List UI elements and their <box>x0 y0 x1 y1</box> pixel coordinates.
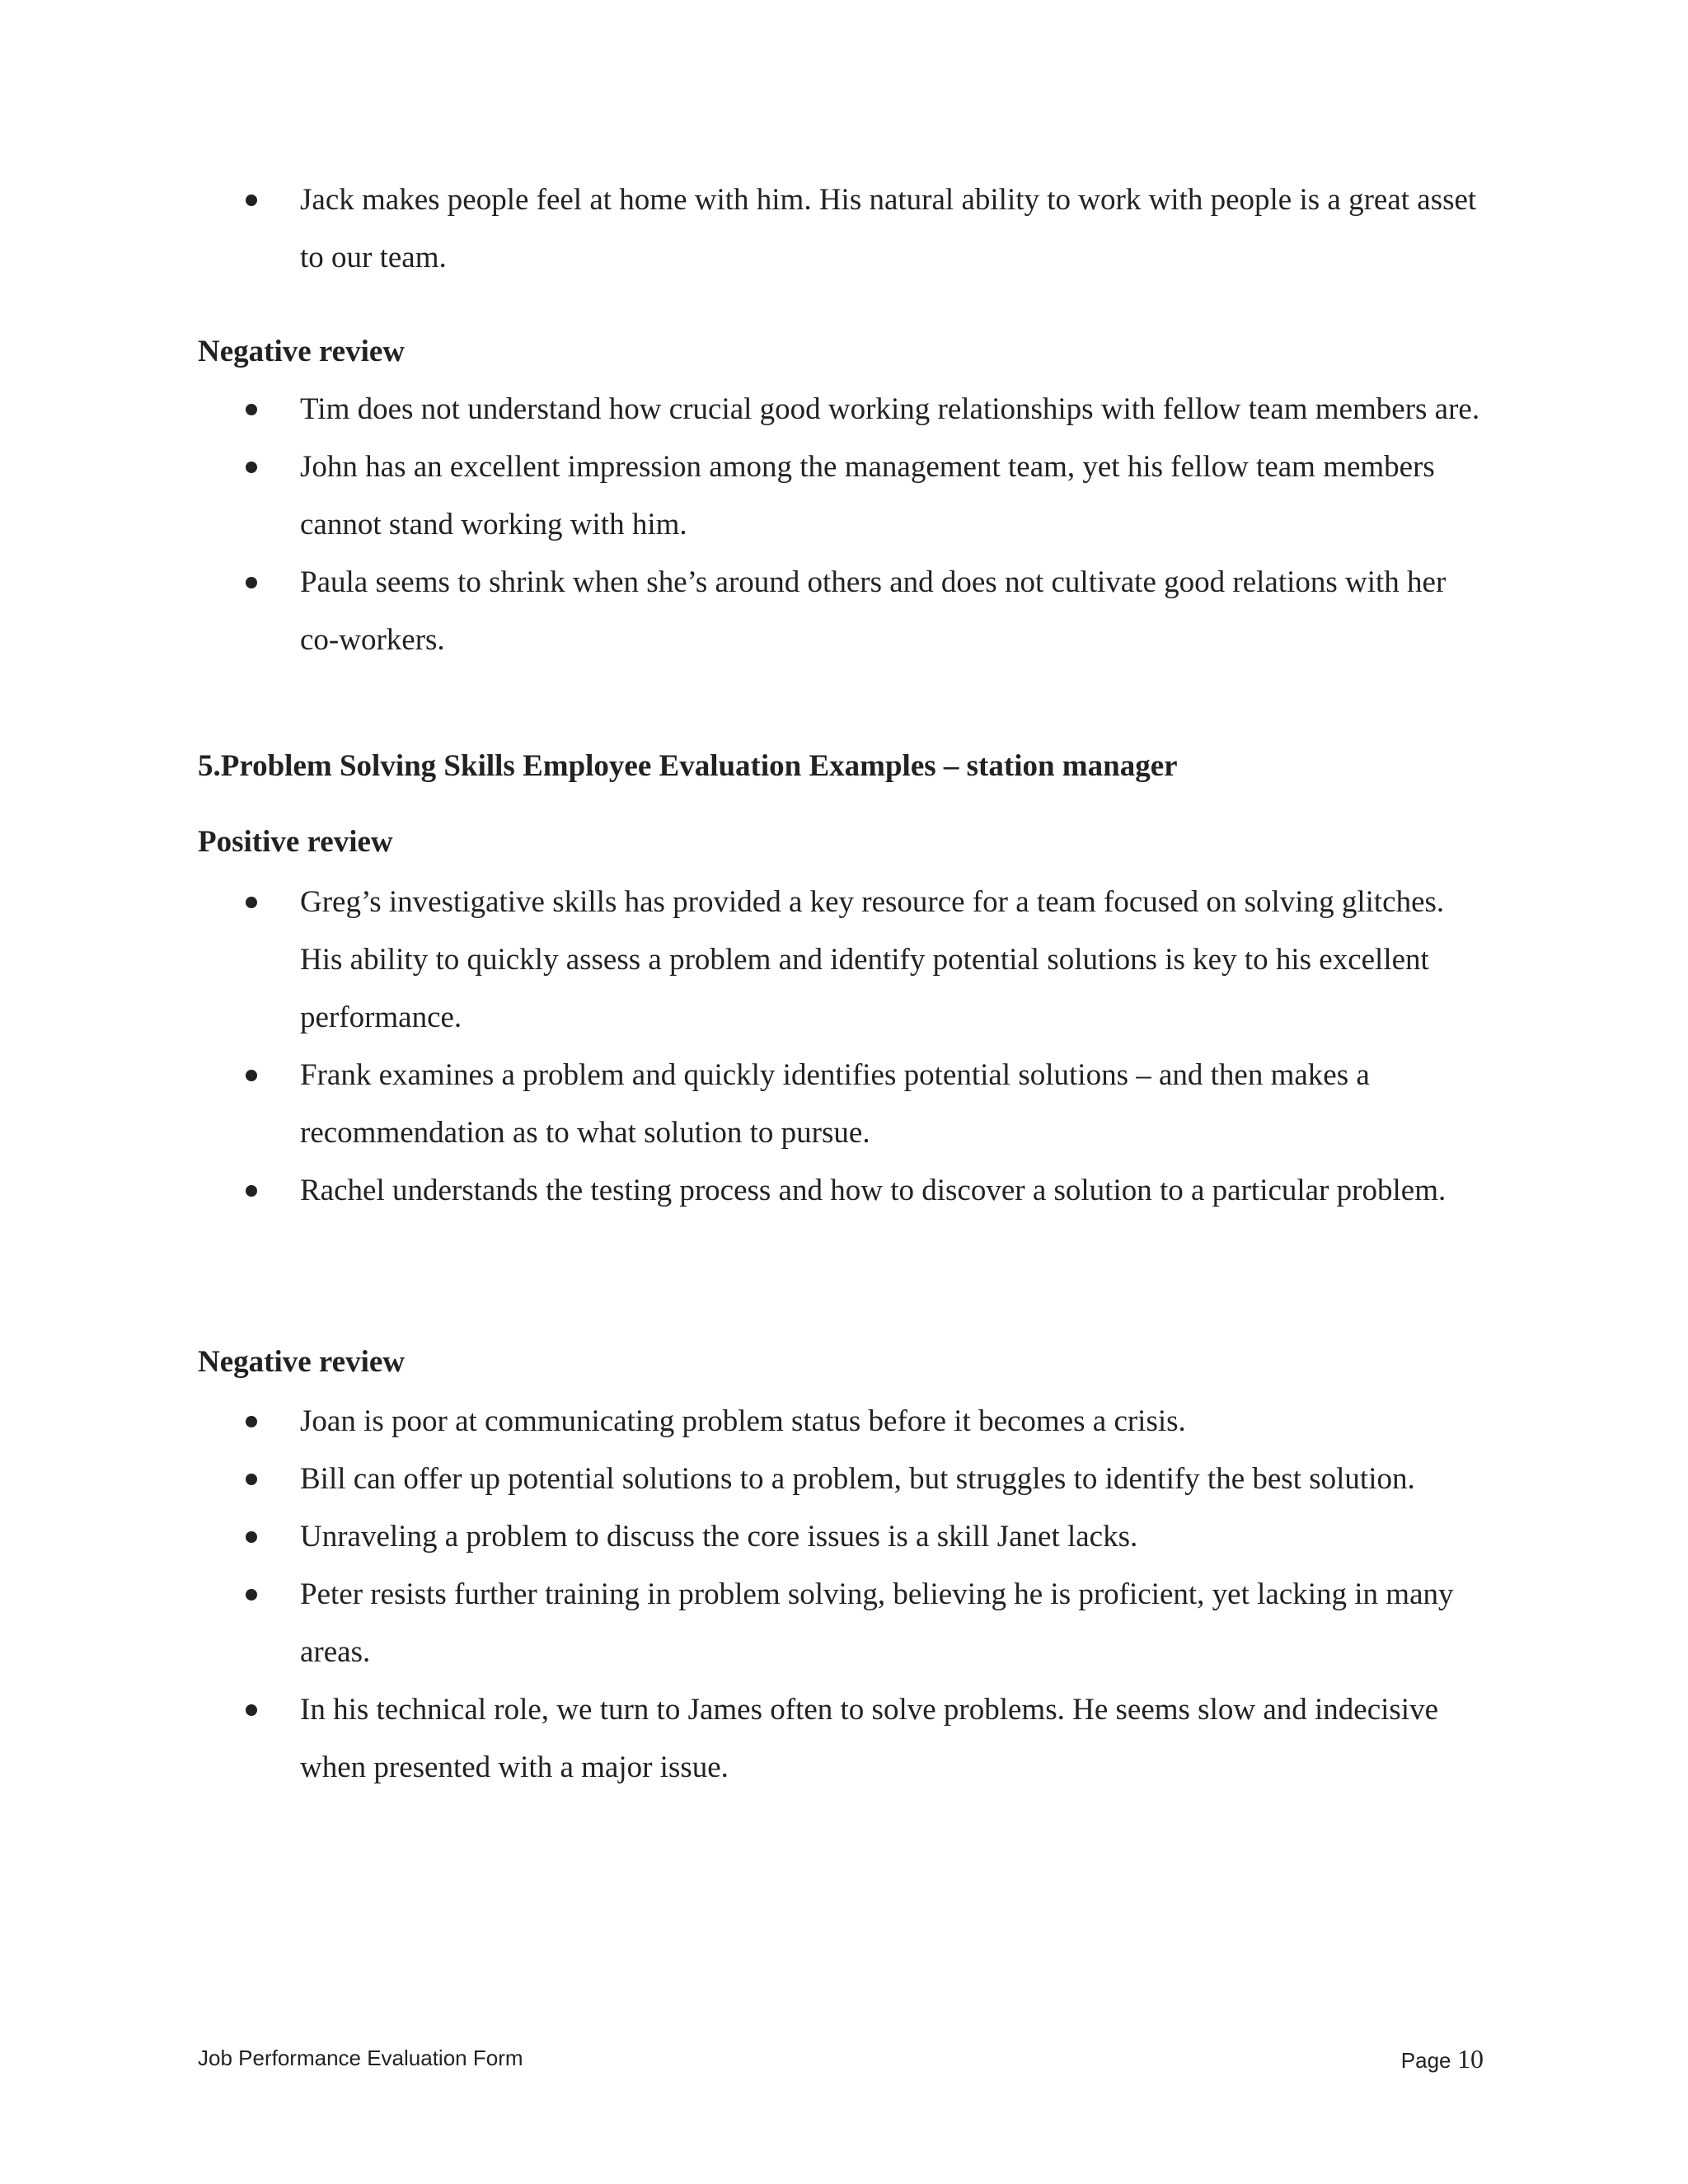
list-item-text: In his technical role, we turn to James often to solve problems. He seems slow and indecisive when presented with a major issue. <box>300 1693 1438 1784</box>
list-item-text: Jack makes people feel at home with him. His natural ability to work with people is a great asset to our team. <box>300 183 1477 274</box>
bullet-dot-icon <box>246 1531 257 1543</box>
bullet-dot-icon <box>246 462 257 473</box>
footer-title: Job Performance Evaluation Form <box>198 2046 523 2070</box>
page-number-value: 10 <box>1457 2044 1484 2074</box>
bullet-dot-icon <box>246 194 257 206</box>
list-item <box>246 554 1482 669</box>
bullet-dot-icon <box>246 1704 257 1716</box>
list-item-text: Peter resists further training in problem solving, believing he is proficient, yet lacking in many areas. <box>300 1577 1454 1669</box>
bullet-dot-icon <box>246 1070 257 1081</box>
section-title: 5.Problem Solving Skills Employee Evaluation Examples – station manager <box>198 749 1178 783</box>
list-item-text: Paula seems to shrink when she’s around others and does not cultivate good relations with her co-workers. <box>300 565 1447 657</box>
list-item-text: John has an excellent impression among the management team, yet his fellow team members cannot stand working with him. <box>300 450 1435 541</box>
negative-review-heading: Negative review <box>198 335 406 368</box>
list-item <box>246 1681 1482 1797</box>
list-item <box>246 438 1482 554</box>
list-item <box>246 1508 1482 1566</box>
bullet-dot-icon <box>246 1185 257 1197</box>
list-item <box>246 1047 1482 1162</box>
list-item-text: Bill can offer up potential solutions to a problem, but struggles to identify the best solution. <box>300 1462 1415 1496</box>
negative-review-list <box>246 1393 1482 1797</box>
bullet-dot-icon <box>246 897 257 908</box>
list-item <box>246 171 1482 287</box>
list-item-text: Tim does not understand how crucial good working relationships with fellow team members are. <box>300 392 1480 426</box>
positive-review-list <box>246 874 1482 1220</box>
bullet-dot-icon <box>246 1416 257 1427</box>
positive-review-heading: Positive review <box>198 825 393 859</box>
list-item <box>246 1566 1482 1681</box>
list-item <box>246 381 1482 438</box>
negative-review-list <box>246 381 1482 669</box>
list-item <box>246 1451 1482 1508</box>
bullet-dot-icon <box>246 1589 257 1601</box>
negative-review-heading: Negative review <box>198 1345 406 1379</box>
list-item-text: Rachel understands the testing process and how to discover a solution to a particular problem. <box>300 1174 1447 1207</box>
bullet-dot-icon <box>246 404 257 415</box>
list-item-text: Frank examines a problem and quickly identifies potential solutions – and then makes a recommendation as to what solution to pursue. <box>300 1058 1370 1150</box>
list-item <box>246 1162 1482 1220</box>
list-item <box>246 874 1482 1047</box>
list-item-text: Greg’s investigative skills has provided a key resource for a team focused on solving glitches. His ability to quickly assess a problem and identify potential solutions is key to his excellent performance. <box>300 885 1445 1034</box>
list-item-text: Unraveling a problem to discuss the core issues is a skill Janet lacks. <box>300 1520 1138 1554</box>
bullet-dot-icon <box>246 577 257 588</box>
intro-bullet-list <box>246 171 1482 287</box>
list-item-text: Joan is poor at communicating problem status before it becomes a crisis. <box>300 1404 1186 1438</box>
list-item <box>246 1393 1482 1451</box>
bullet-dot-icon <box>246 1474 257 1485</box>
page-number <box>1401 2044 1484 2074</box>
page-label: Page <box>1400 2048 1451 2073</box>
